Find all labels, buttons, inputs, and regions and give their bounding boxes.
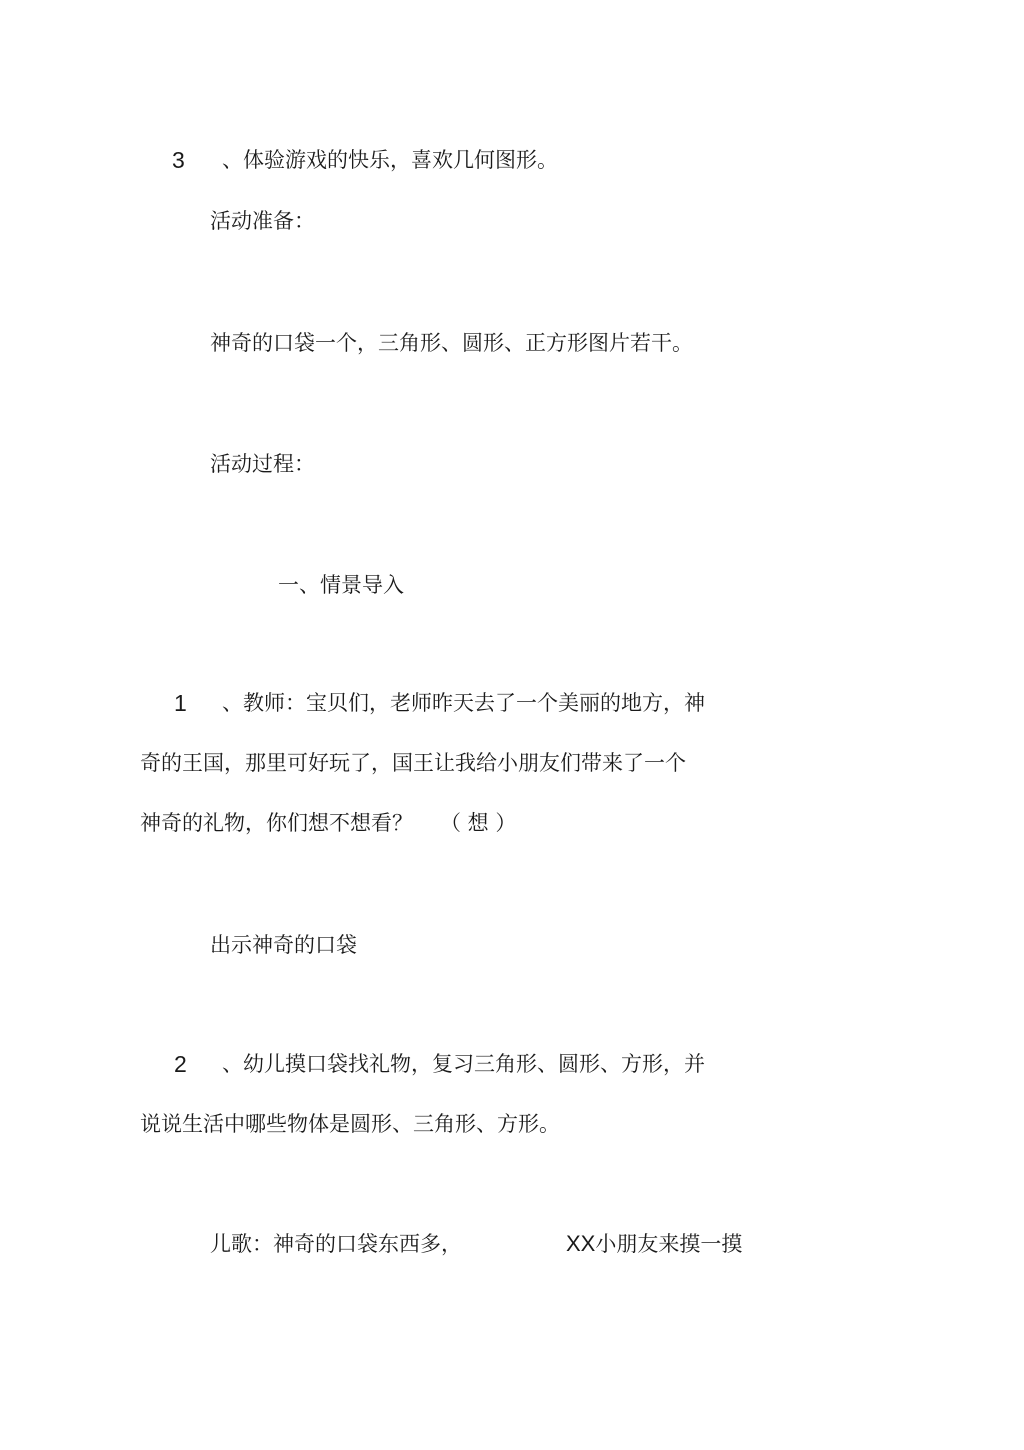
step-1-line-1: 、教师：宝贝们，老师昨天去了一个美丽的地方，神 [222,691,705,715]
nursery-rhyme-xx: XX [566,1231,596,1256]
step-2-line-1: 、幼儿摸口袋找礼物，复习三角形、圆形、方形，并 [222,1052,705,1076]
goal-3-text: 、体验游戏的快乐，喜欢几何图形。 [222,148,558,172]
preparation-text: 神奇的口袋一个，三角形、圆形、正方形图片若干。 [210,331,693,355]
step-1-line-2: 奇的王国，那里可好玩了，国王让我给小朋友们带来了一个 [140,751,686,775]
section-1-heading: 一、情景导入 [278,573,404,597]
step-2-number: 2 [174,1051,187,1077]
nursery-rhyme-part-1: 儿歌：神奇的口袋东西多， [210,1232,462,1256]
preparation-heading: 活动准备： [210,209,315,233]
process-heading: 活动过程： [210,452,315,476]
show-bag-text: 出示神奇的口袋 [210,933,357,957]
step-1-answer: （ 想 ） [440,811,517,835]
step-2-line-2: 说说生活中哪些物体是圆形、三角形、方形。 [140,1112,560,1136]
step-1-line-3: 神奇的礼物，你们想不想看？ [140,811,413,835]
step-1-number: 1 [174,690,187,716]
nursery-rhyme-part-2 [566,1229,742,1259]
goal-3-number: 3 [172,147,185,173]
nursery-rhyme-part-2-text: 小朋友来摸一摸 [595,1232,743,1256]
